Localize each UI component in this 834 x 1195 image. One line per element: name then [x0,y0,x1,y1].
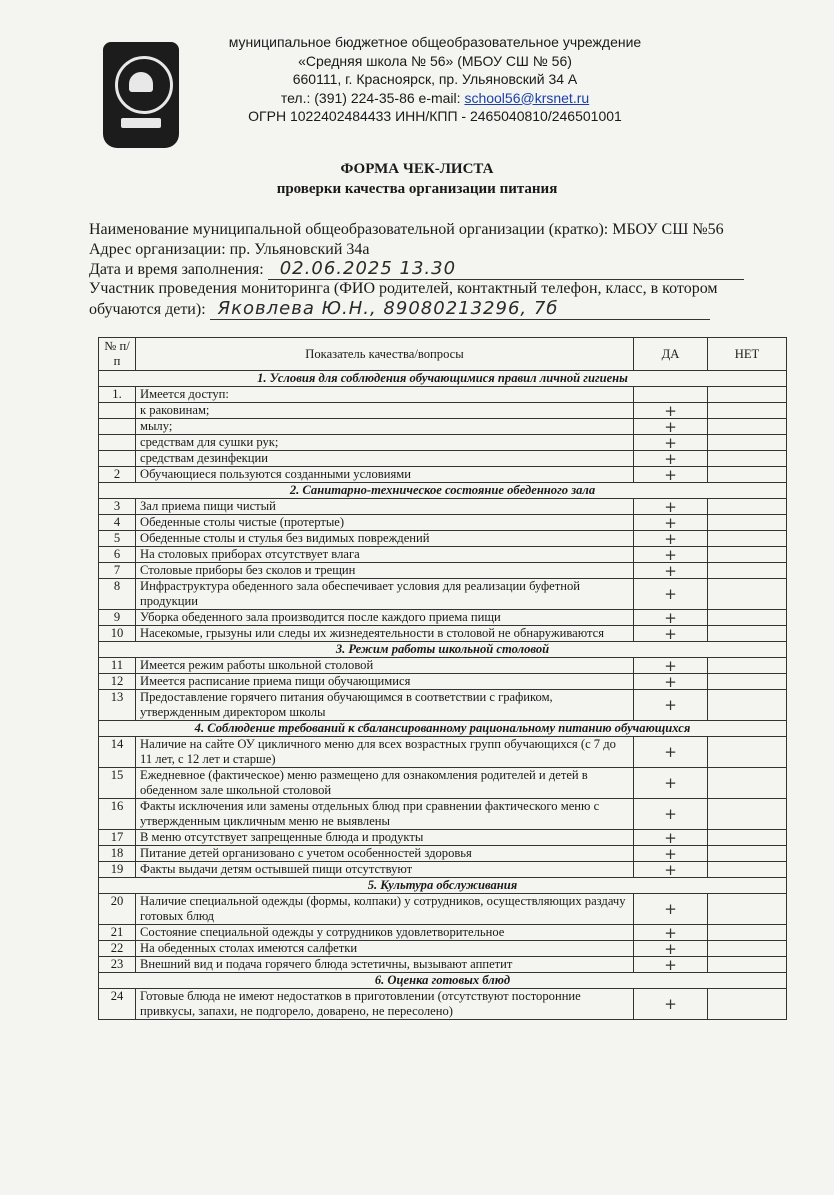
row-yes-mark: + [634,547,708,563]
row-yes-mark: + [634,419,708,435]
row-yes-mark: + [634,830,708,846]
row-question: Обучающиеся пользуются созданными условиями [136,467,634,483]
seal-ribbon [121,118,161,128]
row-no-mark [708,547,787,563]
row-no-mark [708,499,787,515]
participant-value: Яковлева Ю.Н., 89080213296, 7б [217,298,559,319]
row-no-mark [708,531,787,547]
row-question: В меню отсутствует запрещенные блюда и продукты [136,830,634,846]
table-row [99,547,787,563]
row-number: 24 [99,989,136,1020]
row-no-mark [708,830,787,846]
table-row [99,435,787,451]
row-yes-mark: + [634,467,708,483]
letterhead-line: 660111, г. Красноярск, пр. Ульяновский 34 А [292,71,578,87]
row-yes-mark: + [634,531,708,547]
row-no-mark [708,768,787,799]
row-number: 10 [99,626,136,642]
row-number: 5 [99,531,136,547]
row-question: На обеденных столах имеются салфетки [136,941,634,957]
row-question: Имеется доступ: [136,387,634,403]
row-yes-mark: + [634,862,708,878]
table-row [99,419,787,435]
table-row [99,610,787,626]
row-question: мылу; [136,419,634,435]
row-question: Наличие на сайте ОУ цикличного меню для всех возрастных групп обучающихся (с 7 до 11 лет, с 12 лет и старше) [136,737,634,768]
row-number: 4 [99,515,136,531]
row-no-mark [708,737,787,768]
section-header-row [99,878,787,894]
table-row [99,674,787,690]
row-no-mark [708,846,787,862]
row-question: Готовые блюда не имеют недостатков в приготовлении (отсутствуют посторонние привкусы, запахи, не подгорело, доварено, не пересолено) [136,989,634,1020]
row-question: Обеденные столы и стулья без видимых повреждений [136,531,634,547]
col-num-header: № п/п [99,338,136,371]
row-number: 13 [99,690,136,721]
row-no-mark [708,894,787,925]
row-question: Имеется режим работы школьной столовой [136,658,634,674]
row-number [99,435,136,451]
row-no-mark [708,799,787,830]
participant-label: обучаются дети): [89,301,206,318]
row-question: Зал приема пищи чистый [136,499,634,515]
row-number: 3 [99,499,136,515]
row-yes-mark: + [634,435,708,451]
date-line [89,259,789,280]
row-no-mark [708,387,787,403]
row-question: Факты исключения или замены отдельных блюд при сравнении фактического меню с утвержденным цикличным меню не выявлены [136,799,634,830]
row-yes-mark: + [634,515,708,531]
table-row [99,941,787,957]
row-question: Состояние специальной одежды у сотрудников удовлетворительное [136,925,634,941]
table-row [99,862,787,878]
row-yes-mark: + [634,925,708,941]
row-no-mark [708,674,787,690]
row-number: 11 [99,658,136,674]
form-subtitle: проверки качества организации питания [276,181,558,197]
row-yes-mark: + [634,894,708,925]
table-row [99,846,787,862]
row-no-mark [708,515,787,531]
row-question: Обеденные столы чистые (протертые) [136,515,634,531]
row-question: Уборка обеденного зала производится после каждого приема пищи [136,610,634,626]
letterhead-line: муниципальное бюджетное общеобразовательное учреждение [228,34,642,50]
row-number: 8 [99,579,136,610]
table-row [99,690,787,721]
table-row [99,563,787,579]
row-number: 12 [99,674,136,690]
school-logo-seal-icon [103,42,179,148]
date-field [268,259,744,280]
col-question-header: Показатель качества/вопросы [136,338,634,371]
section-title: 3. Режим работы школьной столовой [99,642,787,658]
row-yes-mark: + [634,846,708,862]
row-no-mark [708,419,787,435]
row-number: 20 [99,894,136,925]
row-no-mark [708,658,787,674]
row-question: средствам дезинфекции [136,451,634,467]
section-header-row [99,642,787,658]
email-link[interactable]: school56@krsnet.ru [464,89,590,106]
row-no-mark [708,925,787,941]
row-question: Насекомые, грызуны или следы их жизнедеятельности в столовой не обнаруживаются [136,626,634,642]
table-row [99,515,787,531]
row-number: 18 [99,846,136,862]
row-yes-mark: + [634,563,708,579]
row-yes-mark: + [634,626,708,642]
table-row [99,626,787,642]
form-title: ФОРМА ЧЕК-ЛИСТА [340,161,494,177]
org-name-line: Наименование муниципальной общеобразовательной организации (кратко): МБОУ СШ №56 [89,221,724,238]
row-question: Инфраструктура обеденного зала обеспечивает условия для реализации буфетной продукции [136,579,634,610]
row-question: Питание детей организовано с учетом особенностей здоровья [136,846,634,862]
participant-line: Участник проведения мониторинга (ФИО родителей, контактный телефон, класс, в котором [89,280,718,297]
date-value: 02.06.2025 13.30 [279,258,457,279]
section-header-row [99,483,787,499]
row-number: 21 [99,925,136,941]
participant-field [210,299,710,320]
seal-emblem [129,72,153,92]
row-question: к раковинам; [136,403,634,419]
table-row [99,957,787,973]
table-row [99,989,787,1020]
row-no-mark [708,563,787,579]
row-yes-mark: + [634,799,708,830]
section-header-row [99,973,787,989]
table-row [99,768,787,799]
table-row [99,830,787,846]
row-number: 17 [99,830,136,846]
row-yes-mark [634,387,708,403]
row-number [99,419,136,435]
table-row [99,499,787,515]
date-label: Дата и время заполнения: [89,261,264,278]
table-row [99,737,787,768]
row-yes-mark: + [634,658,708,674]
table-row [99,894,787,925]
row-number: 6 [99,547,136,563]
row-no-mark [708,690,787,721]
table-row [99,925,787,941]
section-header-row [99,371,787,387]
section-title: 2. Санитарно-техническое состояние обеденного зала [99,483,787,499]
row-number: 16 [99,799,136,830]
letterhead-line: «Средняя школа № 56» (МБОУ СШ № 56) [298,52,572,69]
row-yes-mark: + [634,403,708,419]
row-question: Ежедневное (фактическое) меню размещено для ознакомления родителей и детей в обеденном зале школьной столовой [136,768,634,799]
phone-text: тел.: (391) 224-35-86 e-mail: [280,89,465,106]
row-question: Внешний вид и подача горячего блюда эстетичны, вызывают аппетит [136,957,634,973]
table-row [99,451,787,467]
letterhead-contacts [190,89,680,108]
row-yes-mark: + [634,768,708,799]
row-yes-mark: + [634,674,708,690]
row-number: 19 [99,862,136,878]
section-title: 5. Культура обслуживания [99,878,787,894]
row-no-mark [708,957,787,973]
section-title: 6. Оценка готовых блюд [99,973,787,989]
row-yes-mark: + [634,737,708,768]
section-header-row [99,721,787,737]
row-no-mark [708,862,787,878]
row-number: 14 [99,737,136,768]
row-no-mark [708,467,787,483]
col-no-header: НЕТ [708,338,787,371]
row-question: Наличие специальной одежды (формы, колпаки) у сотрудников, осуществляющих раздачу готовых блюд [136,894,634,925]
row-yes-mark: + [634,941,708,957]
table-header-row [99,338,787,371]
row-yes-mark: + [634,989,708,1020]
section-title: 4. Соблюдение требований к сбалансированному рациональному питанию обучающихся [99,721,787,737]
table-row [99,387,787,403]
row-no-mark [708,435,787,451]
col-yes-header: ДА [634,338,708,371]
checklist-table [98,337,787,1020]
address-line: Адрес организации: пр. Ульяновский 34а [89,241,370,258]
row-question: Имеется расписание приема пищи обучающимися [136,674,634,690]
table-row [99,799,787,830]
row-no-mark [708,941,787,957]
row-no-mark [708,989,787,1020]
row-number: 9 [99,610,136,626]
row-yes-mark: + [634,957,708,973]
row-yes-mark: + [634,579,708,610]
row-number [99,451,136,467]
row-yes-mark: + [634,690,708,721]
row-no-mark [708,626,787,642]
row-no-mark [708,610,787,626]
row-number: 1. [99,387,136,403]
row-no-mark [708,451,787,467]
participant-line-2 [89,299,789,320]
table-row [99,531,787,547]
row-number: 22 [99,941,136,957]
row-question: На столовых приборах отсутствует влага [136,547,634,563]
section-title: 1. Условия для соблюдения обучающимися правил личной гигиены [99,371,787,387]
row-question: Предоставление горячего питания обучающимся в соответствии с графиком, утвержденным директором школы [136,690,634,721]
row-no-mark [708,579,787,610]
row-number: 23 [99,957,136,973]
row-number: 7 [99,563,136,579]
table-row [99,403,787,419]
row-number: 2 [99,467,136,483]
table-row [99,658,787,674]
row-question: Факты выдачи детям остывшей пищи отсутствуют [136,862,634,878]
row-no-mark [708,403,787,419]
row-yes-mark: + [634,499,708,515]
row-yes-mark: + [634,451,708,467]
table-row [99,579,787,610]
letterhead-ogrn: ОГРН 1022402484433 ИНН/КПП - 2465040810/246501001 [248,108,622,124]
row-yes-mark: + [634,610,708,626]
row-number [99,403,136,419]
letterhead [190,33,680,126]
row-question: средствам для сушки рук; [136,435,634,451]
row-number: 15 [99,768,136,799]
table-row [99,467,787,483]
row-question: Столовые приборы без сколов и трещин [136,563,634,579]
